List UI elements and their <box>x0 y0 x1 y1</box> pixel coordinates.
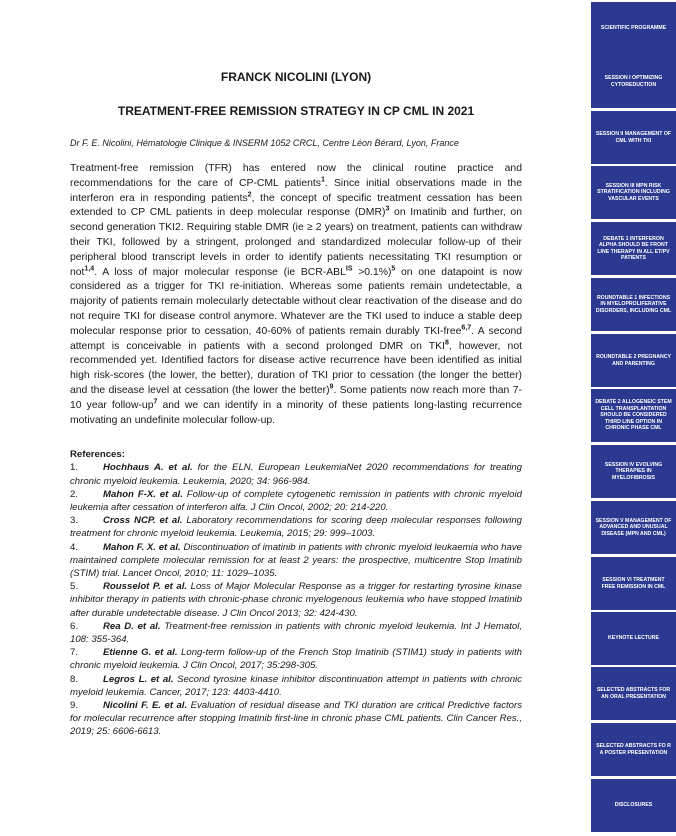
reference-item <box>70 673 522 699</box>
reference-author: Mahon F. X. et al. <box>103 541 181 553</box>
body-text-segment: on one datapoint is now considered as a trigger for TKI re-initiation. Whereas some patients remain undetectable, a majority of patients remain molecularly detectable without clear reactivation of the disease and do not require TKI for disease control anymore. Whatever are the TKI used to induce a stable deep molecular response prior to cessation, 40-60% of patients remain durably TKI-free <box>70 266 522 337</box>
article <box>70 70 522 739</box>
citation-superscript: 9 <box>329 383 334 391</box>
citation-superscript: IS <box>345 265 353 273</box>
reference-text: Laboratory recommendations for scoring deep molecular responses following treatment for chronic myeloid leukemia. Leukemia, 2015; 29: 999–1003. <box>70 515 522 540</box>
reference-number: 2. <box>70 488 79 500</box>
reference-text: Long-term follow-up of the French Stop Imatinib (STIM1) study in patients with chronic myeloid leukemia. J Clin Oncol, 2017; 35:298-305. <box>70 647 522 672</box>
reference-text: Loss of Major Molecular Response as a trigger for restarting tyrosine kinase inhibitor therapy in patients with chronic-phase chronic myelogenous leukemia who have stopped Imatinib after durable undetectable disease. J Clin Oncol 2013; 32: 424-430. <box>70 581 522 619</box>
citation-superscript: 5 <box>391 265 396 273</box>
sidebar-nav-item[interactable]: SESSION II MANAGEMENT OF CML WITH TKI <box>591 111 676 164</box>
body-text-segment: on Imatinib and further, on second generation TKI2. Requiring stable DMR (ie ≥ 2 years) on treatment, patients can withdraw their TKI, followed by a stringent, prolonged and standardized molecular follow-up of their peripheral blood transcript levels in order to identify patients necessitating TKI resumption or not <box>70 207 522 278</box>
reference-author: Rousselot P. et al. <box>103 581 188 593</box>
reference-item <box>70 646 522 672</box>
reference-author: Cross NCP. et al. <box>103 515 183 527</box>
sidebar-nav-item[interactable]: SELECTED ABSTRACTS FO R A POSTER PRESENTATION <box>591 723 676 776</box>
sidebar-nav-item[interactable]: SESSION III MPN RISK STRATIFICATION INCLUDING VASCULAR EVENTS <box>591 166 676 219</box>
reference-item <box>70 620 522 646</box>
sidebar-nav-item[interactable]: DEBATE 1 INTERFERON ALPHA SHOULD BE FRONT LINE THERAPY IN ALL ET/PV PATIENTS <box>591 222 676 275</box>
reference-number: 8. <box>70 673 79 685</box>
reference-text: Discontinuation of imatinib in patients with chronic myeloid leukaemia who have maintained complete molecular remission for at least 2 years: the prospective, multicentre Stop Imatinib (STIM) trial. Lancet Oncol, 2010; 11: 1029–1035. <box>70 541 522 579</box>
reference-item <box>70 488 522 514</box>
sidebar-nav-item[interactable]: KEYNOTE LECTURE <box>591 612 676 665</box>
reference-item <box>70 541 522 581</box>
reference-author: Rea D. et al. <box>103 620 161 632</box>
reference-number: 3. <box>70 515 79 527</box>
reference-item <box>70 580 522 620</box>
body-text-segment: >0.1%) <box>352 266 392 278</box>
sidebar-nav <box>591 0 676 836</box>
references-list <box>70 461 522 738</box>
reference-text: Follow-up of complete cytogenetic remission in patients with chronic myeloid leukemia after cessation of interferon alfa. J Clin Oncol, 2002; 20: 214-220. <box>70 488 522 513</box>
body-text-segment: . Some patients now reach more than 7-10 year follow-up <box>70 384 522 411</box>
reference-number: 5. <box>70 581 79 593</box>
author-heading: FRANCK NICOLINI (LYON) <box>220 70 372 84</box>
sidebar-nav-item[interactable]: DISCLOSURES <box>591 779 676 832</box>
reference-author: Etienne G. et al. <box>103 647 178 659</box>
reference-author: Legros L. et al. <box>103 673 174 685</box>
reference-author: Hochhaus A. et al. <box>103 462 193 474</box>
reference-number: 7. <box>70 647 79 659</box>
reference-item <box>70 514 522 540</box>
citation-superscript: 2 <box>247 191 252 199</box>
citation-superscript: 1 <box>320 176 325 184</box>
body-text-segment: and we can identify in a minority of these patients long-lasting recurrence motivating an undefinite molecular follow-up. <box>70 399 522 426</box>
reference-item <box>70 699 522 739</box>
references-heading: References: <box>70 449 125 461</box>
sidebar-nav-item[interactable]: SESSION IV EVOLVING THERAPIES IN MYELOFIBROSIS <box>591 445 676 498</box>
body-text-segment: . A loss of major molecular response (ie BCR-ABL <box>94 266 346 278</box>
body-text-segment: Treatment-free remission (TFR) has entered now the clinical routine practice and recommendations for the care of CP-CML patients <box>70 163 522 189</box>
body-text-segment: . A second attempt is conceivable in patients with a second prolonged DMR on TKI <box>70 325 522 352</box>
sidebar-nav-item[interactable]: SESSION VI TREATMENT FREE REMISSION IN CML <box>591 557 676 610</box>
reference-number: 6. <box>70 620 79 632</box>
sidebar-nav-item[interactable]: SESSION V MANAGEMENT OF ADVANCED AND UNUSUAL DISEASE (MPN AND CML) <box>591 501 676 554</box>
citation-superscript: 6,7 <box>461 324 472 332</box>
reference-text: Second tyrosine kinase inhibitor discontinuation attempt in patients with chronic myeloid leukemia. Cancer, 2017; 123: 4403-4410. <box>70 673 522 698</box>
citation-superscript: 7 <box>153 398 158 406</box>
sidebar-nav-item[interactable]: SCIENTIFIC PROGRAMME <box>591 2 676 55</box>
body-text-segment: , however, not recommended yet. Identified factors for disease active recurrence have been identified as initial high risk-scores (the lower, the better), duration of TKI prior to cessation (the longer the better) and the disease level at cessation (the lower the better) <box>70 340 522 396</box>
reference-number: 9. <box>70 700 79 711</box>
reference-text: for the ELN. European LeukemiaNet 2020 recommendations for treating chronic myeloid leukemia. Leukemia, 2020; 34: 966-984. <box>70 462 523 487</box>
sidebar-nav-item[interactable]: SESSION I OPTIMIZING CYTOREDUCTION <box>591 55 676 108</box>
reference-text: Treatment-free remission in patients with chronic myeloid leukemia. Int J Hematol, 108: 355-364. <box>70 620 522 645</box>
reference-text: Evaluation of residual disease and TKI duration are critical Predictive factors for molecular recurrence after stopping Imatinib first-line in chronic phase CML patients. Clin Cancer Res., 2019; 25: 6606-6613. <box>70 700 523 738</box>
reference-number: 4. <box>70 541 79 553</box>
body-text-segment: . Since initial observations made in the interferon era in responding patients <box>70 177 522 204</box>
citation-superscript: 1,4 <box>84 265 95 273</box>
sidebar-nav-item[interactable]: ROUNDTABLE 1 INFECTIONS IN MYELOPROLIFERATIVE DISORDERS, INCLUDING CML <box>591 278 676 331</box>
citation-superscript: 8 <box>444 339 449 347</box>
body-text-segment: , the concept of specific treatment cessation has been extended to CP CML patients in deep molecular response (DMR) <box>70 192 522 219</box>
reference-number: 1. <box>70 462 79 474</box>
body-paragraph <box>70 162 522 428</box>
reference-author: Mahon F-X. et al. <box>103 488 183 500</box>
reference-author: Nicolini F. E. et al. <box>103 700 188 711</box>
sidebar-nav-item[interactable]: ROUNDTABLE 2 PREGNANCY AND PARENTING <box>591 334 676 387</box>
reference-item <box>70 461 522 487</box>
sidebar-nav-item[interactable]: DEBATE 2 ALLOGENEIC STEM CELL TRANSPLANTATION SHOULD BE CONSIDERED THIRD LINE OPTION IN CHRONIC PHASE CML <box>591 389 676 442</box>
article-title: TREATMENT-FREE REMISSION STRATEGY IN CP CML IN 2021 <box>117 104 475 118</box>
sidebar-nav-item[interactable]: SELECTED ABSTRACTS FOR AN ORAL PRESENTATION <box>591 667 676 720</box>
affiliation: Dr F. E. Nicolini, Hématologie Clinique & INSERM 1052 CRCL, Centre Léon Bérard, Lyon, France <box>70 138 459 148</box>
citation-superscript: 3 <box>385 205 390 213</box>
